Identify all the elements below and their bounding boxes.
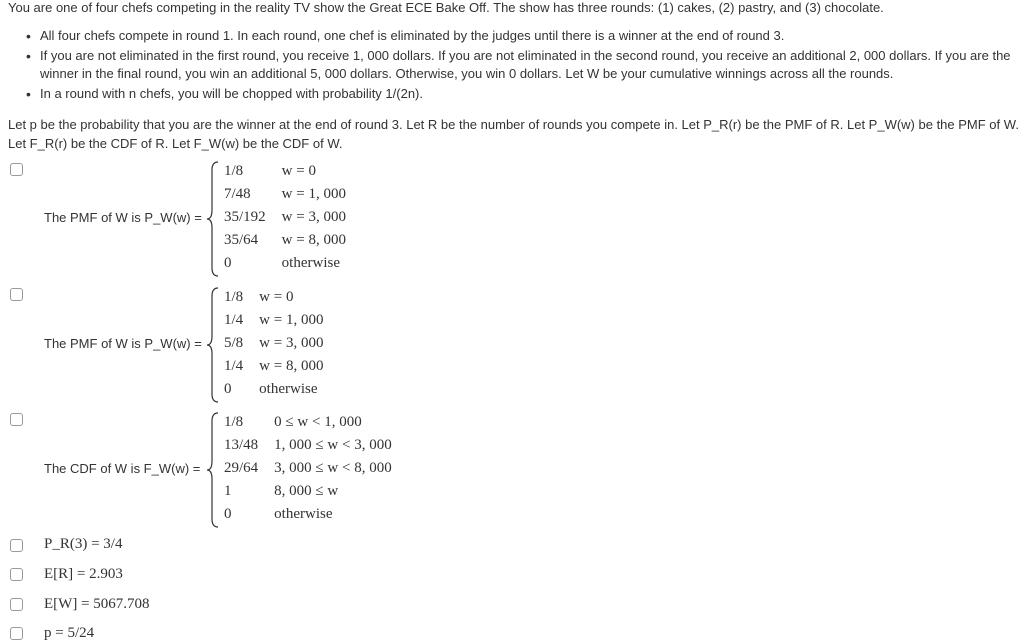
option-7-label: p = 5/24 [44,625,95,641]
piecewise-table [224,411,392,526]
row-condition: w = 0 [281,163,316,179]
row-condition: otherwise [281,255,340,271]
option-7-checkbox[interactable] [10,627,23,640]
option-3-checkbox[interactable] [10,413,23,426]
piecewise-table [224,286,323,401]
row-condition: 0 ≤ w < 1, 000 [274,414,362,430]
option-6-label: E[W] = 5067.708 [44,596,150,612]
option-3-label: The CDF of W is F_W(w) = [44,461,201,476]
left-brace-icon [206,286,220,404]
piecewise-row [224,503,392,526]
option-5-checkbox[interactable] [10,568,23,581]
option-4-checkbox[interactable] [10,539,23,552]
row-value: 1/4 [224,358,244,374]
row-value: 5/8 [224,335,244,351]
piecewise-row [224,457,392,480]
piecewise-row [224,411,392,434]
row-condition: w = 3, 000 [259,335,324,351]
option-2-label: The PMF of W is P_W(w) = [44,336,202,351]
option-5-label: E[R] = 2.903 [44,566,123,582]
row-value: 1 [224,483,232,499]
option-1-label: The PMF of W is P_W(w) = [44,210,202,225]
row-value: 29/64 [224,460,259,476]
row-condition: 1, 000 ≤ w < 3, 000 [274,437,392,453]
rule-item: • All four chefs compete in round 1. In each round, one chef is eliminated by the judges until there is a winner at the end of round 3. [26,27,1016,46]
row-value: 13/48 [224,437,259,453]
option-6-checkbox[interactable] [10,598,23,611]
piecewise-row [224,355,323,378]
row-value: 0 [224,381,232,397]
row-value: 0 [224,255,232,271]
row-condition: w = 0 [259,289,294,305]
piecewise-table [224,160,346,275]
piecewise-row [224,252,346,275]
piecewise-row [224,160,346,183]
row-value: 1/8 [224,163,244,179]
row-condition: w = 1, 000 [259,312,324,328]
piecewise-row [224,286,323,309]
problem-setup: Let p be the probability that you are the winner at the end of round 3. Let R be the number of rounds you compete in. Let P_R(r) be the PMF of R. Let P_W(w) be the PMF of W. Let F_R(r) be the CDF of R. Let F_W(w) be the CDF of W. [8,117,1019,151]
rules-list [26,27,1016,104]
row-condition: w = 8, 000 [281,232,346,248]
row-condition: w = 8, 000 [259,358,324,374]
row-condition: 3, 000 ≤ w < 8, 000 [274,460,392,476]
option-2-checkbox[interactable] [10,288,23,301]
rule-item: • In a round with n chefs, you will be chopped with probability 1/(2n). [26,85,1016,104]
piecewise-row [224,206,346,229]
row-condition: w = 1, 000 [281,186,346,202]
option-1-checkbox[interactable] [10,163,23,176]
row-value: 7/48 [224,186,251,202]
left-brace-icon [206,160,220,278]
problem-intro: You are one of four chefs competing in the reality TV show the Great ECE Bake Off. The show has three rounds: (1) cakes, (2) pastry, and (3) chocolate. [8,0,884,15]
rule-item: • If you are not eliminated in the first round, you receive 1, 000 dollars. If you are not eliminated in the second round, you receive an additional 2, 000 dollars. If you are the winner in the final round, you win an additional 5, 000 dollars. Otherwise, you win 0 dollars. Let W be your cumulative winnings across all the rounds. [26,47,1016,84]
piecewise-row [224,309,323,332]
row-value: 1/4 [224,312,244,328]
row-value: 35/64 [224,232,259,248]
row-value: 35/192 [224,209,266,225]
piecewise-row [224,378,323,401]
row-condition: otherwise [274,506,333,522]
piecewise-row [224,332,323,355]
row-value: 1/8 [224,414,244,430]
row-condition: otherwise [259,381,318,397]
piecewise-row [224,229,346,252]
row-condition: 8, 000 ≤ w [274,483,339,499]
option-4-label: P_R(3) = 3/4 [44,536,123,552]
row-value: 1/8 [224,289,244,305]
row-value: 0 [224,506,232,522]
piecewise-row [224,480,392,503]
left-brace-icon [206,411,220,529]
piecewise-row [224,183,346,206]
piecewise-row [224,434,392,457]
row-condition: w = 3, 000 [281,209,346,225]
